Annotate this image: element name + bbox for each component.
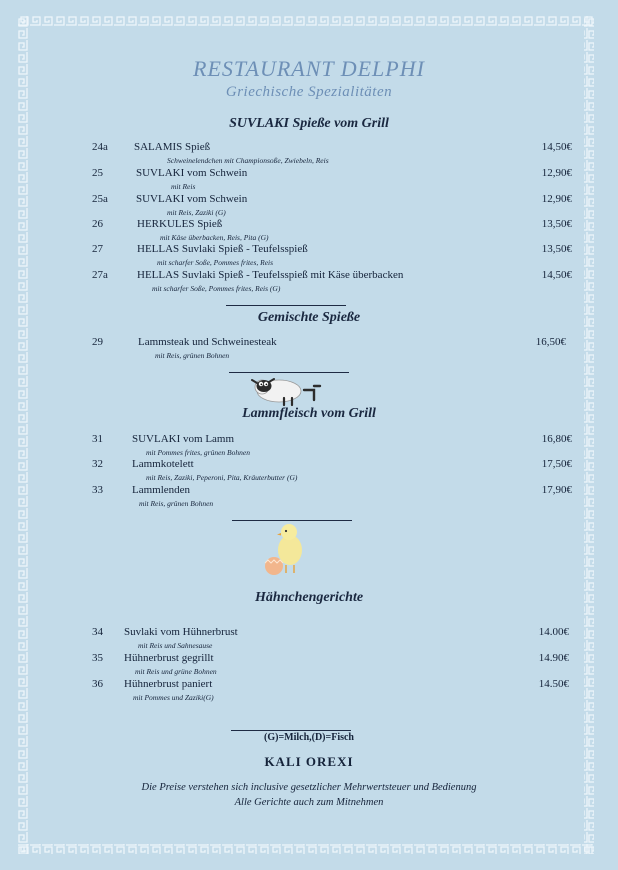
item-price: 16,80€ [541,433,572,445]
item-description: mit Pommes frites, grünen Bohnen [146,448,250,457]
section-heading-suvlaki: SUVLAKI Spieße vom Grill [229,116,389,131]
item-name: HELLAS Suvlaki Spieß - Teufelsspieß [137,243,308,255]
divider [226,305,346,306]
section-heading-lammfleisch: Lammfleisch vom Grill [242,406,376,421]
menu-item-24a [0,141,618,155]
item-name: SALAMIS Spieß [134,141,211,153]
item-name: Lammkotelett [132,458,194,470]
item-price: 14.00€ [538,626,569,638]
menu-item-36 [0,678,618,692]
price-note-line: Die Preise verstehen sich inclusive gesetzlicher Mehrwertsteuer und Bedienung [141,782,477,793]
restaurant-title: RESTAURANT DELPHI [193,56,425,81]
item-price: 14.90€ [538,652,569,664]
menu-item-27 [0,243,618,257]
item-price: 17,90€ [541,484,572,496]
item-price: 13,50€ [541,218,572,230]
item-price: 16,50€ [535,336,566,348]
menu-item-26 [0,218,618,232]
item-description: mit scharfer Soße, Pommes frites, Reis [157,258,274,267]
item-number: 26 [92,218,103,230]
item-description: mit Reis, grünen Bohnen [139,499,214,508]
item-price: 12,90€ [541,193,572,205]
item-number: 32 [92,458,103,470]
item-description: mit Reis, Zaziki, Peperoni, Pita, Kräuterbutter (G) [146,473,298,482]
item-name: HELLAS Suvlaki Spieß - Teufelsspieß mit Käse überbacken [137,269,404,281]
item-number: 27 [92,243,103,255]
item-name: Suvlaki vom Hühnerbrust [124,626,238,638]
item-number: 24a [92,141,108,153]
item-price: 14.50€ [538,678,569,690]
item-price: 14,50€ [541,269,572,281]
menu-item-32 [0,458,618,472]
item-number: 25a [92,193,108,205]
menu-item-31 [0,433,618,447]
takeaway-note-line: Alle Gerichte auch zum Mitnehmen [234,797,384,808]
item-name: Hühnerbrust gegrillt [124,652,214,664]
item-price: 17,50€ [541,458,572,470]
item-name: Lammlenden [132,484,191,496]
item-number: 36 [92,678,103,690]
item-description: mit Reis und Sahnesause [138,641,213,650]
menu-item-27a [0,269,618,283]
item-description: mit Pommes und Zaziki(G) [133,693,214,702]
item-description: mit Reis und grüne Bohnen [135,667,217,676]
item-price: 12,90€ [541,167,572,179]
item-price: 14,50€ [541,141,572,153]
restaurant-subtitle: Griechische Spezialitäten [225,84,393,100]
item-description: Schweinelendchen mit Championsoße, Zwiebeln, Reis [167,156,329,165]
item-number: 31 [92,433,103,445]
menu-item-25a [0,193,618,207]
chick-with-egg-illustration [262,520,312,578]
menu-item-25 [0,167,618,181]
item-number: 34 [92,626,103,638]
menu-item-34 [0,626,618,640]
item-name: SUVLAKI vom Schwein [136,167,248,179]
menu-item-35 [0,652,618,666]
item-description: mit Reis [171,182,196,191]
item-name: SUVLAKI vom Schwein [136,193,248,205]
section-heading-gemischte: Gemischte Spieße [257,310,361,325]
greeting: KALI OREXI [264,754,354,769]
item-name: Lammsteak und Schweinesteak [138,336,277,348]
price-notes [0,780,618,810]
divider [231,730,351,731]
item-number: 29 [92,336,103,348]
section-heading-haehnchen: Hähnchengerichte [254,590,364,605]
item-description: mit Reis, Zaziki (G) [167,208,226,217]
item-number: 25 [92,167,103,179]
menu-item-33 [0,484,618,498]
item-price: 13,50€ [541,243,572,255]
sheep-illustration [248,374,324,408]
menu-item-29 [0,336,618,350]
item-name: HERKULES Spieß [137,218,223,230]
item-description: mit scharfer Soße, Pommes frites, Reis (G) [152,284,281,293]
item-description: mit Käse überbacken, Reis, Pita (G) [160,233,269,242]
item-description: mit Reis, grünen Bohnen [155,351,230,360]
item-name: Hühnerbrust paniert [124,678,213,690]
item-number: 27a [92,269,108,281]
item-number: 33 [92,484,103,496]
item-number: 35 [92,652,103,664]
item-name: SUVLAKI vom Lamm [132,433,235,445]
divider [229,372,349,373]
allergen-note: (G)=Milch,(D)=Fisch [264,732,354,743]
